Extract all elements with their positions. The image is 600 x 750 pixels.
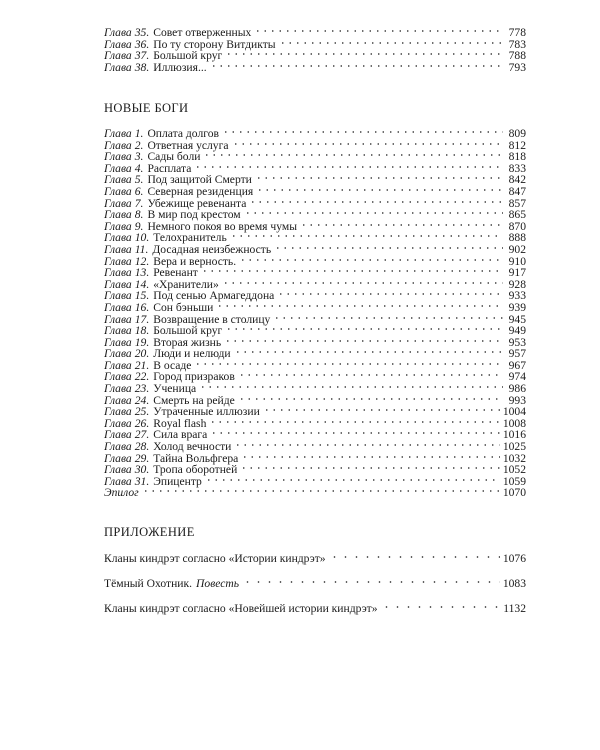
chapter-number-dot: . — [146, 289, 150, 303]
page-number: 1025 — [502, 440, 526, 454]
chapter-title: Немного покоя во время чумы — [147, 219, 297, 233]
page-number: 986 — [508, 382, 526, 396]
leader-dots — [205, 478, 500, 482]
page-number: 933 — [508, 289, 526, 303]
chapter-number-dot: . — [140, 196, 144, 210]
chapter-word: Глава — [104, 60, 132, 74]
chapter-number: 10 — [134, 231, 147, 245]
toc-entry — [104, 302, 526, 314]
leader-dots — [234, 350, 503, 354]
appendix-page: 1076 — [502, 552, 526, 565]
page-number: 778 — [508, 26, 526, 39]
chapter-word: Глава — [104, 358, 132, 372]
page-number: 1008 — [502, 416, 526, 430]
chapter-title: В мир под крестом — [147, 208, 241, 222]
chapter-number-dot: . — [146, 440, 150, 454]
chapter-number-dot: . — [146, 335, 150, 349]
chapter-title: Ревенант — [153, 266, 198, 280]
chapter-word: Глава — [104, 127, 132, 140]
page-number: 917 — [508, 266, 526, 280]
appendix-subtitle: Повесть — [196, 577, 240, 590]
leader-dots — [234, 443, 499, 447]
chapter-number: 28 — [134, 440, 147, 454]
chapter-title: Под сенью Армагеддона — [153, 289, 275, 303]
chapter-title: Royal flash — [153, 416, 207, 430]
chapter-number: 18 — [134, 324, 147, 338]
chapter-title: Город призраков — [153, 370, 235, 384]
leader-dots — [240, 466, 500, 470]
page-number: 974 — [508, 370, 526, 384]
page-number: 945 — [508, 312, 526, 326]
chapter-word: Глава — [104, 289, 132, 303]
chapter-number-dot: . — [146, 370, 150, 384]
chapter-number-dot: . — [146, 405, 150, 419]
leader-dots — [329, 555, 500, 559]
page-number: 870 — [508, 219, 526, 233]
appendix-entry-2 — [104, 578, 526, 590]
appendix-page: 1083 — [502, 577, 526, 590]
chapter-title: Расплата — [147, 161, 192, 175]
page-number: 939 — [508, 300, 526, 314]
chapter-number: 8 — [134, 208, 141, 222]
chapter-title: Тайна Вольфгера — [153, 451, 239, 465]
page-number: 949 — [508, 324, 526, 338]
page-number: 993 — [508, 393, 526, 407]
page-number: 910 — [508, 254, 526, 268]
leader-dots — [238, 397, 503, 401]
chapter-word: Глава — [104, 150, 132, 164]
appendix-entry-3 — [104, 603, 526, 615]
chapter-number: 35 — [134, 26, 147, 39]
chapter-number-dot: . — [146, 358, 150, 372]
leader-dots — [381, 605, 501, 609]
chapter-number: 23 — [134, 382, 147, 396]
chapter-number-dot: . — [146, 463, 150, 477]
chapter-number: 19 — [134, 335, 147, 349]
chapter-number: 11 — [134, 242, 146, 256]
chapter-number-dot: . — [146, 474, 150, 488]
leader-dots — [225, 52, 503, 56]
chapter-number-dot: . — [146, 277, 150, 291]
chapter-title: Сон бэньши — [153, 300, 214, 314]
chapter-number-dot: . — [146, 393, 150, 407]
chapter-word: Глава — [104, 266, 132, 280]
chapter-word: Глава — [104, 393, 132, 407]
chapter-word: Глава — [104, 184, 132, 198]
page-number: 847 — [508, 184, 526, 198]
chapter-number: 37 — [134, 49, 147, 63]
chapter-word: Глава — [104, 37, 132, 51]
page-number: 1016 — [502, 428, 526, 442]
toc-top-block — [104, 27, 526, 73]
appendix-page: 1132 — [503, 602, 526, 615]
leader-dots — [279, 41, 503, 45]
chapter-title: Досадная неизбежность — [152, 242, 272, 256]
chapter-word: Глава — [104, 26, 132, 39]
toc-entry — [104, 476, 526, 488]
chapter-title: «Хранители» — [153, 277, 219, 291]
chapter-number: 9 — [134, 219, 141, 233]
leader-dots — [194, 165, 503, 169]
chapter-number-dot: . — [140, 173, 144, 187]
chapter-word: Глава — [104, 463, 132, 477]
chapter-word: Глава — [104, 451, 132, 465]
chapter-title: Эпицентр — [153, 474, 202, 488]
section-heading-appendix: ПРИЛОЖЕНИЕ — [104, 525, 195, 539]
chapter-number: 6 — [134, 184, 141, 198]
leader-dots — [277, 292, 503, 296]
chapter-number-dot: . — [140, 208, 144, 222]
appendix-title: Кланы киндрэт согласно «Новейшей истории киндрэт» — [104, 602, 378, 615]
chapter-title: Люди и нелюди — [153, 347, 231, 361]
chapter-number-dot: . — [146, 451, 150, 465]
page-number: 967 — [508, 358, 526, 372]
chapter-number: 26 — [134, 416, 147, 430]
chapter-number-dot: . — [146, 382, 150, 396]
appendix-title: Тёмный Охотник. — [104, 577, 193, 590]
chapter-number-dot: . — [146, 37, 150, 51]
chapter-number: 2 — [134, 138, 141, 152]
leader-dots — [238, 373, 503, 377]
leader-dots — [254, 29, 503, 33]
chapter-number-dot: . — [140, 219, 144, 233]
chapter-word: Глава — [104, 405, 132, 419]
leader-dots — [225, 327, 503, 331]
toc-entry — [104, 209, 526, 221]
chapter-number: 16 — [134, 300, 147, 314]
chapter-number-dot: . — [140, 150, 144, 164]
leader-dots — [241, 455, 500, 459]
chapter-title: Сады боли — [147, 150, 201, 164]
chapter-number-dot: . — [145, 242, 149, 256]
chapter-number: 27 — [134, 428, 147, 442]
chapter-title: Сила врага — [153, 428, 208, 442]
leader-dots — [201, 269, 503, 273]
chapter-number: 3 — [134, 150, 141, 164]
chapter-title: Убежище ревенанта — [147, 196, 247, 210]
page-number: 888 — [508, 231, 526, 245]
chapter-number-dot: . — [146, 300, 150, 314]
chapter-number-dot: . — [146, 254, 150, 268]
chapter-number-dot: . — [146, 231, 150, 245]
chapter-number-dot: . — [146, 324, 150, 338]
page-number: 1032 — [502, 451, 526, 465]
leader-dots — [199, 385, 503, 389]
chapter-label — [104, 62, 149, 74]
chapter-word: Глава — [104, 440, 132, 454]
chapter-number-dot: . — [146, 60, 150, 74]
chapter-number-dot: . — [146, 428, 150, 442]
chapter-number: 31 — [134, 474, 147, 488]
chapter-title: Ответная услуга — [147, 138, 229, 152]
toc-entry-epilogue — [104, 487, 526, 499]
leader-dots — [242, 580, 500, 584]
toc-entry — [104, 441, 526, 453]
leader-dots — [142, 489, 500, 493]
leader-dots — [222, 281, 503, 285]
leader-dots — [300, 223, 503, 227]
chapter-word: Глава — [104, 161, 132, 175]
chapter-title: Под защитой Смерти — [147, 173, 252, 187]
leader-dots — [209, 420, 499, 424]
leader-dots — [216, 304, 503, 308]
chapter-word: Глава — [104, 335, 132, 349]
appendix-title: Кланы киндрэт согласно «Истории киндрэт» — [104, 552, 326, 565]
chapter-number: 13 — [134, 266, 147, 280]
chapter-number: 21 — [134, 358, 147, 372]
chapter-title: Совет отверженных — [153, 26, 252, 39]
chapter-number: 24 — [134, 393, 147, 407]
leader-dots — [256, 188, 503, 192]
chapter-number-dot: . — [146, 49, 150, 63]
chapter-number: 15 — [134, 289, 147, 303]
chapter-word: Глава — [104, 219, 132, 233]
leader-dots — [210, 431, 499, 435]
page-number: 953 — [508, 335, 526, 349]
chapter-word: Глава — [104, 254, 132, 268]
chapter-number: 4 — [134, 161, 141, 175]
chapter-title: По ту сторону Витдикты — [153, 37, 276, 51]
chapter-word: Глава — [104, 300, 132, 314]
page-number: 902 — [508, 242, 526, 256]
chapter-word: Глава — [104, 370, 132, 384]
page-number: 957 — [508, 347, 526, 361]
chapter-number: 7 — [134, 196, 141, 210]
chapter-title: Большой круг — [153, 324, 223, 338]
chapter-word: Глава — [104, 277, 132, 291]
page-number: 1059 — [502, 474, 526, 488]
chapter-title: Оплата долгов — [147, 127, 219, 140]
chapter-word: Глава — [104, 347, 132, 361]
leader-dots — [232, 142, 503, 146]
page-number: 1052 — [502, 463, 526, 477]
page-number: 865 — [508, 208, 526, 222]
chapter-number: 12 — [134, 254, 147, 268]
chapter-number: 20 — [134, 347, 147, 361]
chapter-title: Тропа оборотней — [153, 463, 238, 477]
page-number: 818 — [508, 150, 526, 164]
chapter-number: 17 — [134, 312, 147, 326]
chapter-word: Глава — [104, 196, 132, 210]
chapter-number: 1 — [134, 127, 141, 140]
chapter-number: 22 — [134, 370, 147, 384]
page-number: 1070 — [502, 486, 526, 500]
chapter-title: Возвращение в столицу — [153, 312, 271, 326]
chapter-word: Глава — [104, 312, 132, 326]
chapter-number-dot: . — [140, 184, 144, 198]
leader-dots — [274, 246, 503, 250]
leader-dots — [239, 258, 503, 262]
chapter-word: Глава — [104, 242, 132, 256]
toc-entry — [104, 27, 526, 39]
chapter-number-dot: . — [146, 347, 150, 361]
leader-dots — [210, 64, 503, 68]
toc-entry — [104, 244, 526, 256]
page-number: 1004 — [502, 405, 526, 419]
chapter-word: Глава — [104, 416, 132, 430]
toc-entry — [104, 62, 526, 74]
chapter-title: Утраченные иллюзии — [153, 405, 260, 419]
chapter-word: Глава — [104, 49, 132, 63]
chapter-word: Глава — [104, 382, 132, 396]
chapter-word: Глава — [104, 474, 132, 488]
toc-entry — [104, 267, 526, 279]
leader-dots — [230, 234, 503, 238]
page-number: 788 — [508, 49, 526, 63]
chapter-title: Смерть на рейде — [153, 393, 235, 407]
chapter-title: Вторая жизнь — [153, 335, 222, 349]
leader-dots — [203, 153, 503, 157]
chapter-number: 30 — [134, 463, 147, 477]
chapter-number-dot: . — [146, 266, 150, 280]
section-heading-new-gods: НОВЫЕ БОГИ — [104, 101, 189, 115]
page-number: 928 — [508, 277, 526, 291]
chapter-number: 25 — [134, 405, 147, 419]
chapter-title: Телохранитель — [153, 231, 227, 245]
chapter-word: Глава — [104, 428, 132, 442]
page-number: 812 — [508, 138, 526, 152]
chapter-word: Эпилог — [104, 486, 139, 500]
chapter-word: Глава — [104, 138, 132, 152]
page-number: 793 — [508, 60, 526, 74]
chapter-number: 38 — [134, 60, 147, 74]
chapter-title: Большой круг — [153, 49, 223, 63]
page-number: 842 — [508, 173, 526, 187]
chapter-number-dot: . — [146, 26, 150, 39]
chapter-number: 14 — [134, 277, 147, 291]
page-number: 857 — [508, 196, 526, 210]
chapter-word: Глава — [104, 231, 132, 245]
leader-dots — [255, 176, 503, 180]
toc-entry — [104, 128, 526, 140]
chapter-number: 29 — [134, 451, 147, 465]
chapter-number: 5 — [134, 173, 141, 187]
leader-dots — [249, 200, 503, 204]
toc-entry — [104, 186, 526, 198]
leader-dots — [194, 362, 503, 366]
leader-dots — [224, 339, 503, 343]
toc-new-gods-block — [104, 128, 526, 499]
appendix-entry-1 — [104, 553, 526, 565]
chapter-number-dot: . — [140, 138, 144, 152]
chapter-title: Вера и верность. — [153, 254, 237, 268]
chapter-title: Северная резиденция — [147, 184, 254, 198]
chapter-number-dot: . — [140, 127, 144, 140]
leader-dots — [244, 211, 503, 215]
page-number: 809 — [508, 127, 526, 140]
page-number: 783 — [508, 37, 526, 51]
chapter-word: Глава — [104, 208, 132, 222]
chapter-word: Глава — [104, 324, 132, 338]
chapter-number-dot: . — [146, 312, 150, 326]
chapter-title: Ученица — [153, 382, 197, 396]
chapter-number-dot: . — [146, 416, 150, 430]
chapter-title: Холод вечности — [153, 440, 232, 454]
page-number: 833 — [508, 161, 526, 175]
toc-entry — [104, 325, 526, 337]
chapter-title: В осаде — [153, 358, 192, 372]
chapter-number-dot: . — [140, 161, 144, 175]
toc-entry — [104, 383, 526, 395]
leader-dots — [263, 408, 500, 412]
chapter-label — [104, 487, 139, 499]
chapter-word: Глава — [104, 173, 132, 187]
leader-dots — [222, 130, 503, 134]
leader-dots — [273, 316, 503, 320]
chapter-title: Иллюзия... — [153, 60, 207, 74]
chapter-number: 36 — [134, 37, 147, 51]
